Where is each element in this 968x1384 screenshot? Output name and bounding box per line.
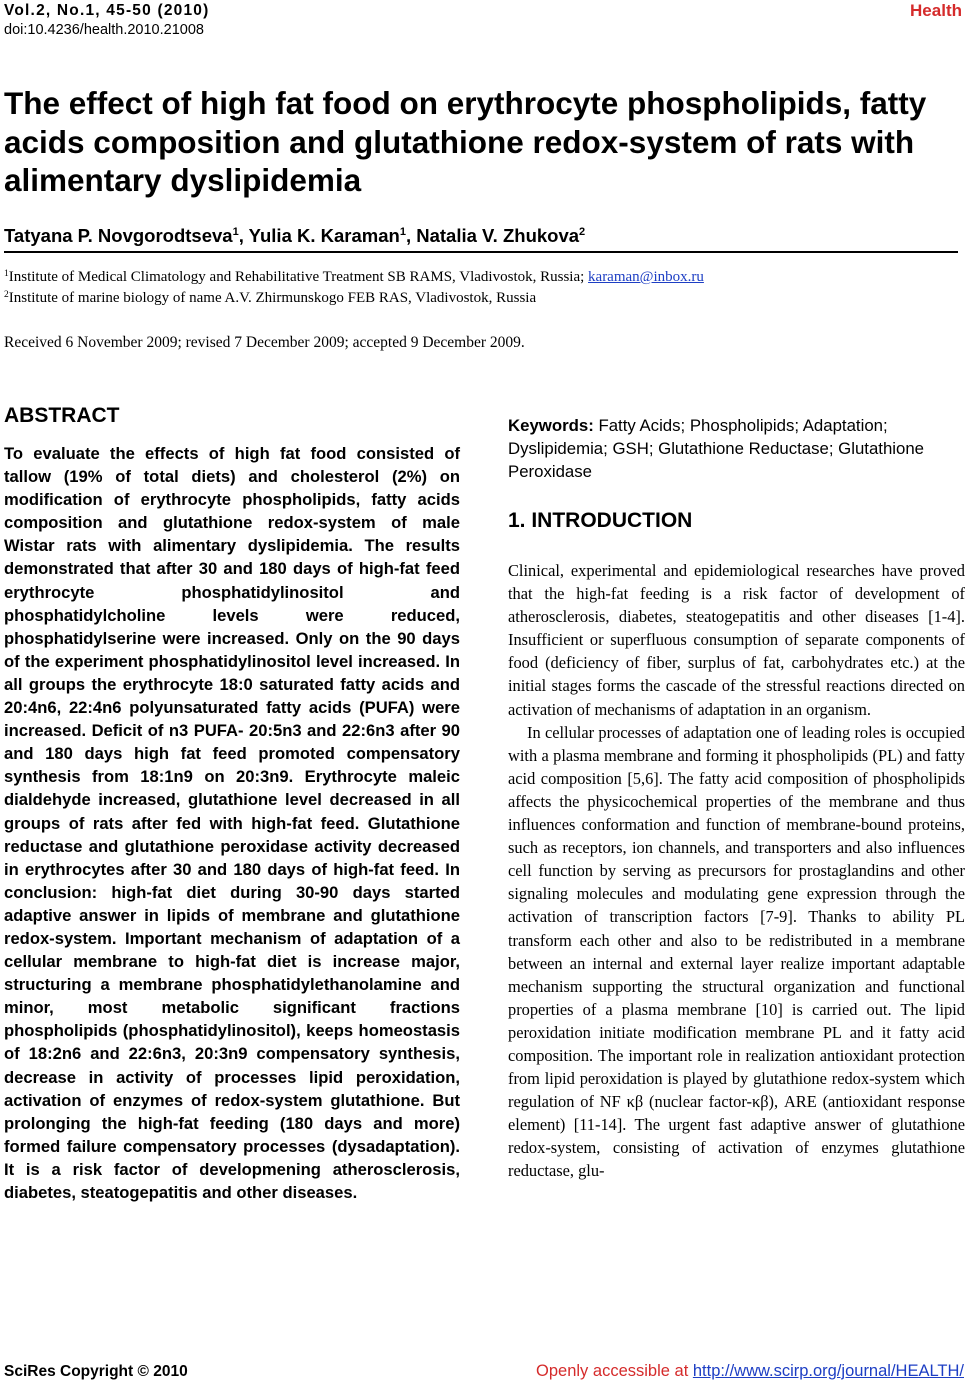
journal-url-link[interactable]: http://www.scirp.org/journal/HEALTH/ (692, 1362, 964, 1380)
submission-dates: Received 6 November 2009; revised 7 December 2009; accepted 9 December 2009. (4, 334, 525, 351)
author-name: Yulia K. Karaman (248, 225, 400, 246)
keywords-text: Fatty Acids; Phospholipids; Adaptation; Dyslipidemia; GSH; Glutathione Reductase; Glutathione Peroxidase (508, 416, 925, 482)
author-name: Tatyana P. Novgorodtseva (4, 225, 233, 246)
author-affiliation-mark: 1 (232, 226, 239, 238)
affiliation-mark: 2 (4, 290, 9, 300)
abstract-text: To evaluate the effects of high fat food consisted of tallow (19% of total diets) and cholesterol (2%) on modification of erythrocyte phospholipids, fatty acids composition and glutathione redox-system of male Wistar rats with alimentary dyslipidemia. The results demonstrated that after 30 and 180 days of high-fat feed erythrocyte phosphatidylinositol and phosphatidylcholine levels were reduced, phosphatidylserine were increased. Only on the 90 days of the experiment phosphatidylinositol level increased. In all groups the erythrocyte 18:0 saturated fatty acids and 20:4n6, 22:4n6 polyunsaturated fatty acids (PUFA) were increased. Deficit of n3 PUFA- 20:5n3 and 22:6n3 after 90 and 180 days high fat feed promoted compensatory synthesis from 18:1n9 on 20:3n9. Erythrocyte maleic dialdehyde increased, glutathione level decreased in all groups of rats after fed with high-fat feed. Glutathione reductase and glutathione peroxidase activity decreased in erythrocytes after 30 and 180 days of high-fat feed. In conclusion: high-fat diet during 30-90 days started adaptive answer in lipids of membrane and glutathione redox-system. Important mechanism of adaptation of a cellular membrane to high-fat diet is increase major, structuring a membrane phosphatidylethanolamine and minor, most metabolic significant fractions phospholipids (phosphatidylinositol), keeps homeostasis of 18:2n6 and 22:6n3, 20:3n9 compensatory synthesis, decrease in activity of processes lipid peroxidation, activation of enzymes of redox-system glutathione. But prolonging the high-fat feeding (180 days and more) formed failure compensatory processes (dysadaptation). It is a risk factor of developmening atherosclerosis, diabetes, steatogepatitis and other diseases. (4, 444, 460, 1202)
affiliation-text: Institute of Medical Climatology and Rehabilitative Treatment SB RAMS, Vladivostok, Russia; (8, 269, 589, 285)
author-divider (4, 251, 958, 253)
email-link[interactable]: karaman@inbox.ru (588, 269, 704, 285)
footer-copyright: SciRes Copyright © 2010 (4, 1363, 188, 1380)
affiliation-mark: 1 (4, 269, 9, 279)
author-separator: , (405, 225, 417, 246)
introduction-body (508, 559, 965, 1183)
footer-access (536, 1362, 964, 1381)
footer-access-text: Openly accessible at (536, 1362, 693, 1380)
author-list (4, 225, 585, 247)
paragraph: In cellular processes of adaptation one of leading roles is occupied with a plasma membrane and forming it phospholipids (PL) and fatty acid composition [5,6]. The fatty acid composition of phospholipids affects the physicochemical properties of the membrane and thus influences conformation and function of membrane-bound proteins, such as receptors, ion channels, and transporters and also influences cell function by serving as precursors for prostaglandins and other signaling molecules and modulating gene expression through the activation of transcription factors [7-9]. Thanks to ability PL transform each other and also to be redistributed in a membrane between an internal and external layer realize important adaptable mechanism supporting the structural organization and functional properties of a plasma membrane [10] is carried out. The lipid peroxidation initiate modification membrane PL and it fatty acid composition. The important role in realization antioxidant protection from lipid peroxidation is played by glutathione redox-system which regulation of NF κβ (nuclear factor-κβ), ARE (antioxidant response element) [11-14]. The urgent fast adaptive answer of glutathione redox-system, consisting of activation of enzymes glutathione reductase, glu- (508, 722, 965, 1181)
keywords-label: Keywords: (508, 416, 594, 435)
author-affiliation-mark: 1 (399, 226, 406, 238)
affiliation-1 (4, 269, 704, 286)
paragraph: Clinical, experimental and epidemiological researches have proved that the high-fat feeding is a risk factor of development of atherosclerosis, diabetes, steatogepatitis and other diseases [1-4]. Insufficient or superfluous consumption of separate components of food (deficiency of fiber, surplus of fat, carbohydrates etc.) at the initial stages forms the cascade of the stressful reactions directed on activation of mechanisms of adaptation in an organism. (508, 561, 965, 719)
section-heading: 1. INTRODUCTION (508, 509, 693, 532)
author-separator: , (238, 225, 249, 246)
doi: doi:10.4236/health.2010.21008 (4, 22, 204, 38)
journal-volume: Vol.2, No.1, 45-50 (2010) (4, 2, 210, 19)
abstract-heading: ABSTRACT (4, 404, 120, 427)
author-affiliation-mark: 2 (579, 226, 586, 238)
author-name: Natalia V. Zhukova (416, 225, 580, 246)
paper-title: The effect of high fat food on erythrocyte phospholipids, fatty acids composition and glutathione redox-system of rats with alimentary dyslipidemia (4, 85, 927, 198)
affiliation-text: Institute of marine biology of name A.V. Zhirmunskogo FEB RAS, Vladivostok, Russia (8, 290, 537, 306)
keywords (508, 414, 968, 483)
affiliation-2 (4, 290, 536, 307)
journal-name: Health (910, 1, 962, 20)
